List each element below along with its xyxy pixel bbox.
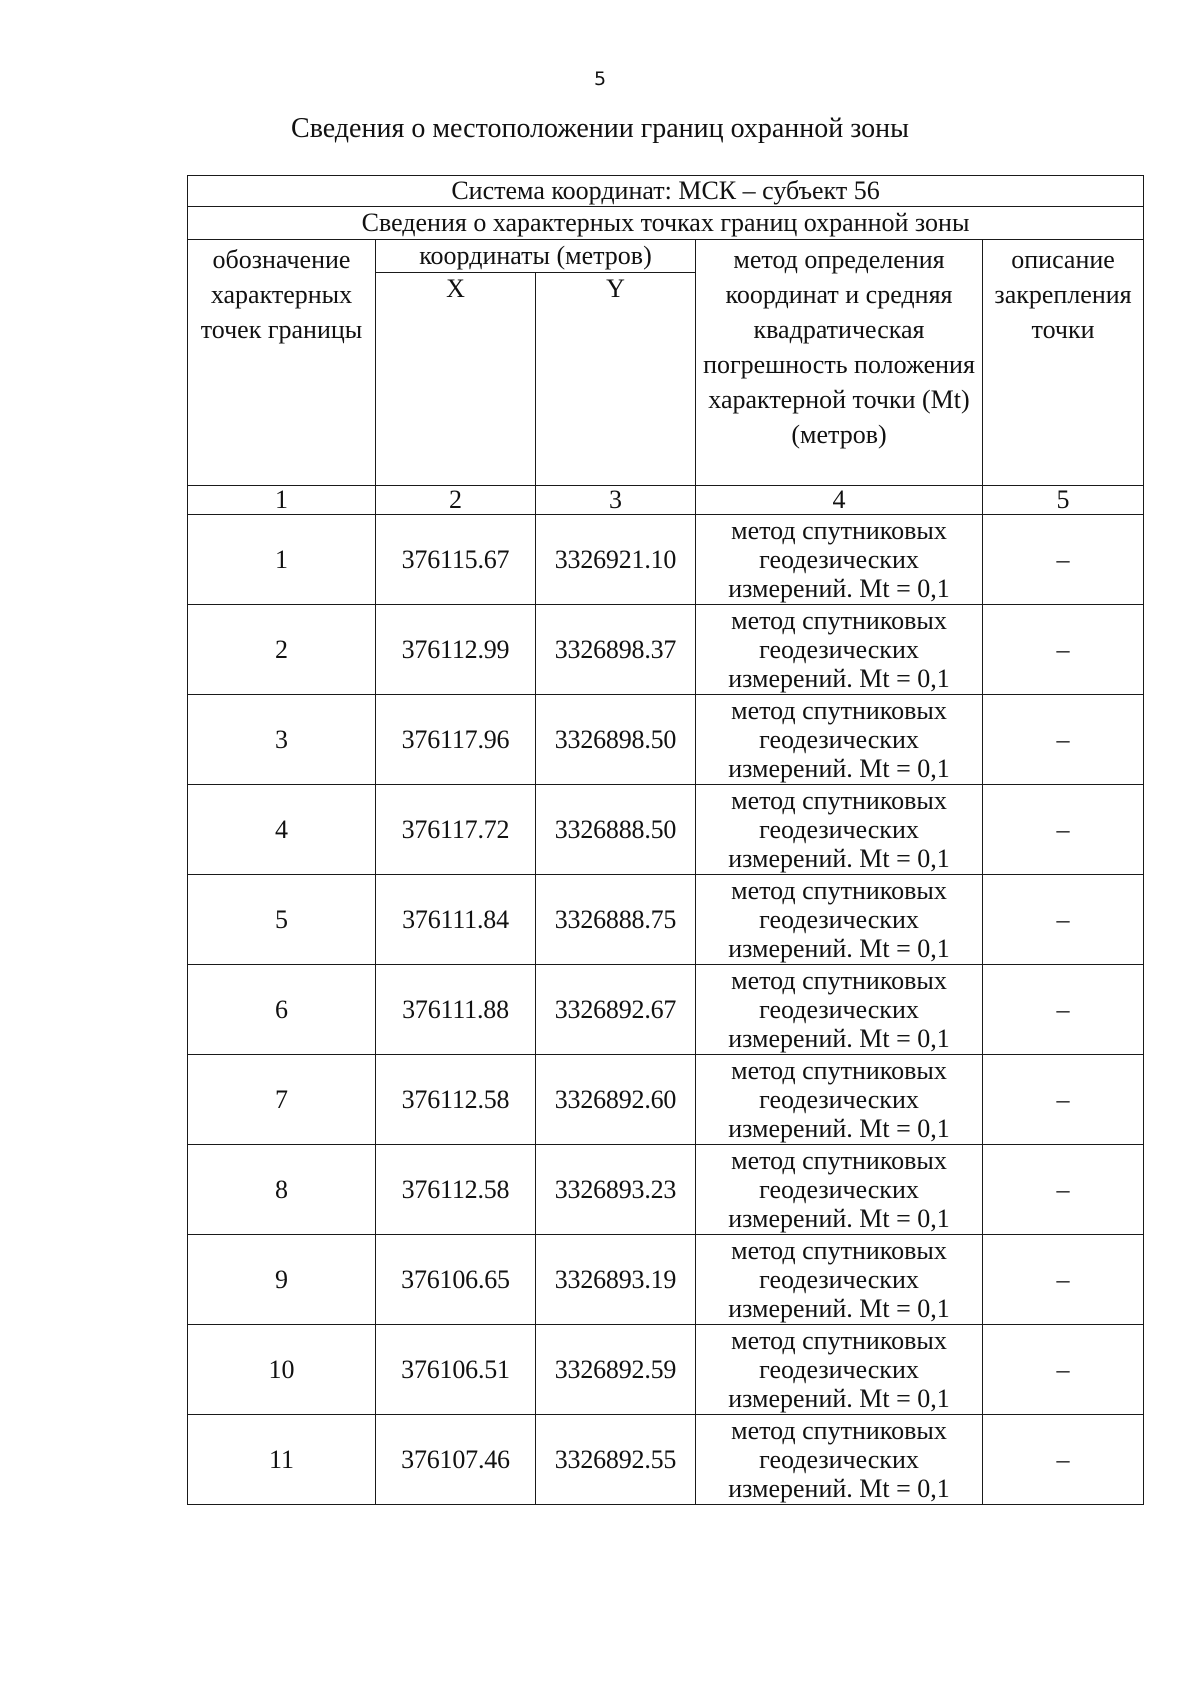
y-coordinate-cell: 3326898.50 [536,695,696,785]
table-row [188,785,1144,875]
coordinate-system-header: Система координат: МСК – субъект 56 [188,176,1144,207]
table-row [188,1145,1144,1235]
point-designation-header: обозначение характерных точек границы [188,240,376,486]
y-coordinate-cell: 3326893.23 [536,1145,696,1235]
table-row [188,1055,1144,1145]
fixing-description-cell: – [983,1145,1144,1235]
x-coordinate-cell: 376112.99 [376,605,536,695]
x-coordinate-cell: 376107.46 [376,1415,536,1505]
point-number-cell: 5 [188,875,376,965]
point-number-cell: 10 [188,1325,376,1415]
point-number-cell: 7 [188,1055,376,1145]
method-cell: метод спутниковых геодезических измерений. Mt = 0,1 [696,965,983,1055]
boundary-points-table [187,175,1144,1505]
method-cell: метод спутниковых геодезических измерений. Mt = 0,1 [696,1325,983,1415]
y-coordinate-cell: 3326892.59 [536,1325,696,1415]
column-number: 2 [376,486,536,515]
table-row [188,1325,1144,1415]
x-axis-header: X [376,273,536,486]
x-coordinate-cell: 376111.84 [376,875,536,965]
method-cell: метод спутниковых геодезических измерений. Mt = 0,1 [696,1415,983,1505]
method-cell: метод спутниковых геодезических измерений. Mt = 0,1 [696,1145,983,1235]
x-coordinate-cell: 376117.72 [376,785,536,875]
page-number: 5 [593,68,607,90]
table-row [188,965,1144,1055]
fixing-description-cell: – [983,1235,1144,1325]
column-number: 5 [983,486,1144,515]
column-header-row [188,240,1144,273]
x-coordinate-cell: 376111.88 [376,965,536,1055]
column-number: 3 [536,486,696,515]
points-info-header: Сведения о характерных точках границ охранной зоны [188,207,1144,240]
table-row [188,1415,1144,1505]
method-cell: метод спутниковых геодезических измерений. Mt = 0,1 [696,875,983,965]
point-number-cell: 1 [188,515,376,605]
method-header: метод определения координат и средняя квадратическая погрешность положения характерной точки (Mt) (метров) [696,240,983,486]
method-cell: метод спутниковых геодезических измерений. Mt = 0,1 [696,695,983,785]
method-cell: метод спутниковых геодезических измерений. Mt = 0,1 [696,605,983,695]
column-number: 1 [188,486,376,515]
method-cell: метод спутниковых геодезических измерений. Mt = 0,1 [696,785,983,875]
fixing-description-cell: – [983,1055,1144,1145]
fixing-description-cell: – [983,695,1144,785]
point-number-cell: 4 [188,785,376,875]
fixing-description-cell: – [983,1325,1144,1415]
point-number-cell: 6 [188,965,376,1055]
x-coordinate-cell: 376106.51 [376,1325,536,1415]
y-coordinate-cell: 3326888.50 [536,785,696,875]
fixing-description-cell: – [983,1415,1144,1505]
points-header-row [188,207,1144,240]
table-row [188,515,1144,605]
y-coordinate-cell: 3326888.75 [536,875,696,965]
point-number-cell: 3 [188,695,376,785]
x-coordinate-cell: 376106.65 [376,1235,536,1325]
x-coordinate-cell: 376112.58 [376,1055,536,1145]
y-coordinate-cell: 3326893.19 [536,1235,696,1325]
fixing-description-cell: – [983,875,1144,965]
table-row [188,605,1144,695]
method-cell: метод спутниковых геодезических измерений. Mt = 0,1 [696,515,983,605]
column-numbers-row [188,486,1144,515]
table-row [188,695,1144,785]
x-coordinate-cell: 376112.58 [376,1145,536,1235]
point-number-cell: 2 [188,605,376,695]
coordinates-header: координаты (метров) [376,240,696,273]
system-header-row [188,176,1144,207]
fixing-description-cell: – [983,515,1144,605]
column-number: 4 [696,486,983,515]
point-number-cell: 8 [188,1145,376,1235]
y-coordinate-cell: 3326921.10 [536,515,696,605]
y-coordinate-cell: 3326898.37 [536,605,696,695]
point-number-cell: 11 [188,1415,376,1505]
fixing-description-cell: – [983,605,1144,695]
method-cell: метод спутниковых геодезических измерений. Mt = 0,1 [696,1235,983,1325]
y-coordinate-cell: 3326892.55 [536,1415,696,1505]
y-coordinate-cell: 3326892.67 [536,965,696,1055]
table-row [188,875,1144,965]
fixing-description-cell: – [983,965,1144,1055]
point-number-cell: 9 [188,1235,376,1325]
x-coordinate-cell: 376115.67 [376,515,536,605]
method-cell: метод спутниковых геодезических измерений. Mt = 0,1 [696,1055,983,1145]
table-row [188,1235,1144,1325]
fixing-description-cell: – [983,785,1144,875]
fixing-description-header: описание закрепления точки [983,240,1144,486]
y-coordinate-cell: 3326892.60 [536,1055,696,1145]
x-coordinate-cell: 376117.96 [376,695,536,785]
page-title: Сведения о местоположении границ охранной зоны [291,113,909,144]
y-axis-header: Y [536,273,696,486]
